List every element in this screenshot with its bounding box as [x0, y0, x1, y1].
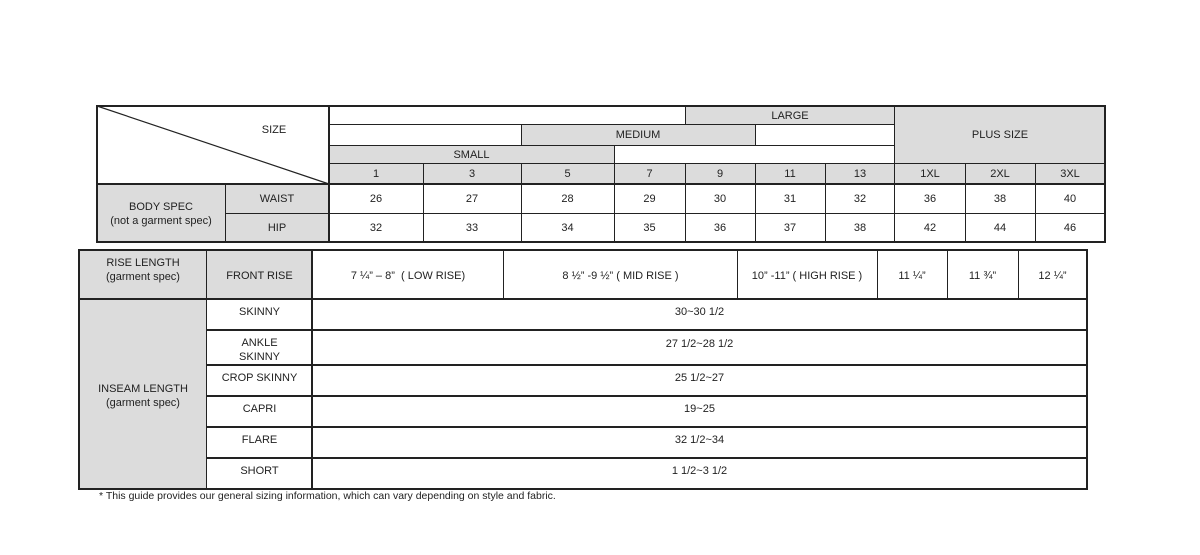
grid-line: [1104, 105, 1106, 243]
grid-line: [614, 164, 615, 242]
size-col-1xl: 1XL: [920, 168, 940, 180]
grid-line: [1086, 249, 1088, 490]
inseam-length-label: INSEAM LENGTH (garment spec): [98, 383, 188, 409]
style-name-ankle-skinny: ANKLE SKINNY: [239, 337, 280, 363]
grid-line: [78, 249, 80, 490]
grid-line: [1035, 164, 1036, 242]
inseam-value-capri: 19~25: [684, 403, 715, 415]
waist-value: 31: [783, 193, 797, 205]
style-name-short: SHORT: [240, 465, 279, 477]
grid-line: [206, 250, 207, 489]
hip-value: 34: [561, 222, 574, 234]
grid-line: [96, 105, 98, 243]
front-rise-high: 10” -11” ( HIGH RISE ): [751, 270, 863, 282]
style-name-skinny: SKINNY: [239, 306, 280, 318]
size-col-9: 9: [716, 168, 724, 180]
waist-value: 32: [853, 193, 867, 205]
hip-value: 36: [713, 222, 727, 234]
grid-line: [207, 426, 1087, 428]
grid-line: [894, 106, 895, 242]
size-col-2xl: 2XL: [990, 168, 1010, 180]
grid-line: [521, 164, 522, 242]
grid-line: [965, 164, 966, 242]
grid-line: [755, 164, 756, 242]
grid-line: [329, 163, 1105, 164]
grid-line: [207, 457, 1087, 459]
large-group-label: LARGE: [771, 109, 809, 122]
waist-value: 40: [1063, 193, 1077, 205]
size-col-7: 7: [646, 168, 653, 180]
inseam-value-crop-skinny: 25 1/2~27: [674, 372, 725, 384]
grid-line: [1018, 250, 1019, 299]
small-group-label: SMALL: [453, 148, 490, 161]
style-name-flare: FLARE: [241, 434, 278, 446]
front-rise-mid: 8 ½” -9 ½” ( MID RISE ): [562, 270, 679, 282]
sizing-footnote: * This guide provides our general sizing information, which can vary depending on style and fabric.: [99, 490, 556, 502]
front-rise-2xl: 11 ¾”: [968, 270, 997, 282]
grid-line: [225, 184, 226, 242]
grid-line: [877, 250, 878, 299]
hip-value: 44: [993, 222, 1007, 234]
grid-line: [503, 250, 504, 299]
inseam-value-skinny: 30~30 1/2: [674, 306, 725, 318]
hip-value: 35: [643, 222, 656, 234]
hip-label: HIP: [267, 222, 287, 234]
grid-line: [614, 145, 615, 164]
medium-group-label: MEDIUM: [615, 129, 661, 141]
style-name-crop-skinny: CROP SKINNY: [221, 372, 298, 384]
grid-line: [737, 250, 738, 299]
grid-line: [685, 106, 686, 125]
waist-value: 29: [643, 193, 656, 205]
grid-line: [947, 250, 948, 299]
grid-line: [207, 329, 1087, 331]
hip-value: 46: [1063, 222, 1077, 234]
grid-line: [311, 250, 313, 489]
grid-line: [329, 145, 895, 146]
inseam-value-flare: 32 1/2~34: [674, 434, 725, 446]
grid-line: [78, 298, 1088, 300]
grid-line: [825, 164, 826, 242]
front-rise-3xl: 12 ¼”: [1038, 270, 1067, 282]
grid-line: [685, 164, 686, 242]
size-col-11: 11: [784, 168, 796, 180]
grid-line: [96, 183, 1106, 185]
front-rise-low: 7 ¼” – 8” ( LOW RISE): [350, 270, 466, 282]
grid-line: [328, 105, 330, 243]
hip-value: 42: [923, 222, 937, 234]
waist-value: 38: [993, 193, 1007, 205]
plus-size-label: PLUS SIZE: [971, 129, 1029, 141]
size-col-1: 1: [372, 168, 380, 180]
waist-value: 27: [465, 193, 479, 205]
size-col-13: 13: [853, 168, 867, 180]
waist-value: 36: [923, 193, 937, 205]
size-col-3: 3: [468, 168, 476, 180]
inseam-value-ankle-skinny: 27 1/2~28 1/2: [665, 338, 734, 350]
grid-line: [96, 241, 1106, 243]
waist-value: 30: [713, 193, 727, 205]
hip-value: 38: [853, 222, 867, 234]
grid-line: [329, 124, 895, 125]
grid-line: [78, 249, 1088, 251]
style-name-capri: CAPRI: [242, 403, 277, 415]
hip-value: 33: [465, 222, 479, 234]
hip-value: 32: [369, 222, 383, 234]
rise-length-label: RISE LENGTH (garment spec): [106, 257, 180, 283]
grid-line: [225, 213, 1105, 214]
hip-value: 37: [783, 222, 797, 234]
grid-line: [755, 125, 756, 145]
size-col-5: 5: [564, 168, 571, 180]
size-header-label: SIZE: [261, 124, 287, 136]
grid-line: [207, 395, 1087, 397]
grid-line: [423, 164, 424, 242]
body-spec-label: BODY SPEC (not a garment spec): [110, 201, 212, 227]
size-col-3xl: 3XL: [1060, 168, 1080, 180]
grid-line: [521, 125, 522, 145]
waist-label: WAIST: [259, 193, 295, 205]
grid-line: [96, 105, 1106, 107]
inseam-value-short: 1 1/2~3 1/2: [671, 465, 728, 477]
front-rise-1xl: 11 ¼”: [898, 270, 926, 282]
front-rise-label: FRONT RISE: [226, 270, 293, 282]
grid-line: [207, 364, 1087, 366]
waist-value: 26: [369, 193, 383, 205]
waist-value: 28: [561, 193, 574, 205]
